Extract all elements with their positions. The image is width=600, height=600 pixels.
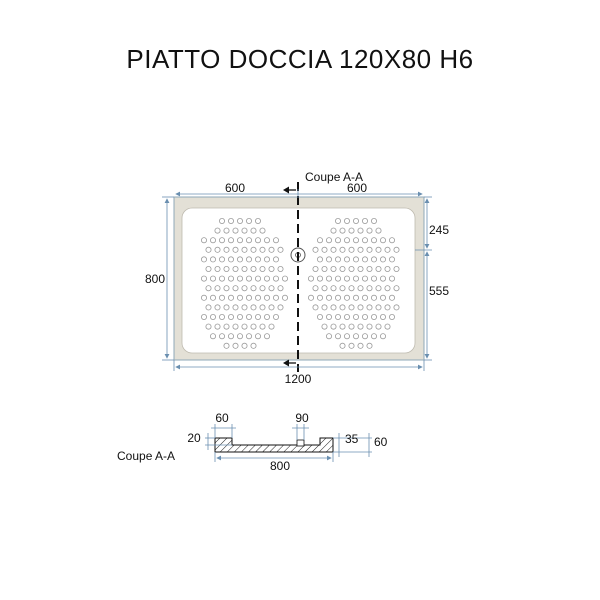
sec-dim-inner-depth: 35 bbox=[345, 432, 359, 446]
section-arrowhead-bottom bbox=[283, 360, 289, 367]
section-cut-label: Coupe A-A bbox=[305, 170, 364, 184]
section-label: Coupe A-A bbox=[117, 449, 176, 463]
section-profile bbox=[215, 438, 333, 452]
dim-drain-offset: 245 bbox=[429, 223, 450, 237]
sec-dim-length: 800 bbox=[269, 459, 291, 473]
dim-drain-remaining: 555 bbox=[429, 284, 450, 298]
sec-dim-drain-width: 90 bbox=[295, 411, 309, 425]
sec-dim-rim-height: 20 bbox=[187, 431, 201, 445]
sec-dim-total-height: 60 bbox=[374, 435, 388, 449]
section-drain-dip bbox=[297, 440, 304, 446]
page-title: PIATTO DOCCIA 120X80 H6 bbox=[126, 44, 474, 74]
dim-right-width: 600 bbox=[346, 181, 368, 195]
dim-height: 800 bbox=[144, 272, 166, 286]
section-arrowhead-top bbox=[283, 187, 289, 194]
dim-left-width: 600 bbox=[224, 181, 246, 195]
dim-total-width: 1200 bbox=[284, 372, 312, 386]
sec-dim-rim-width: 60 bbox=[215, 411, 229, 425]
plan-view bbox=[145, 170, 449, 386]
section-view bbox=[117, 411, 388, 473]
